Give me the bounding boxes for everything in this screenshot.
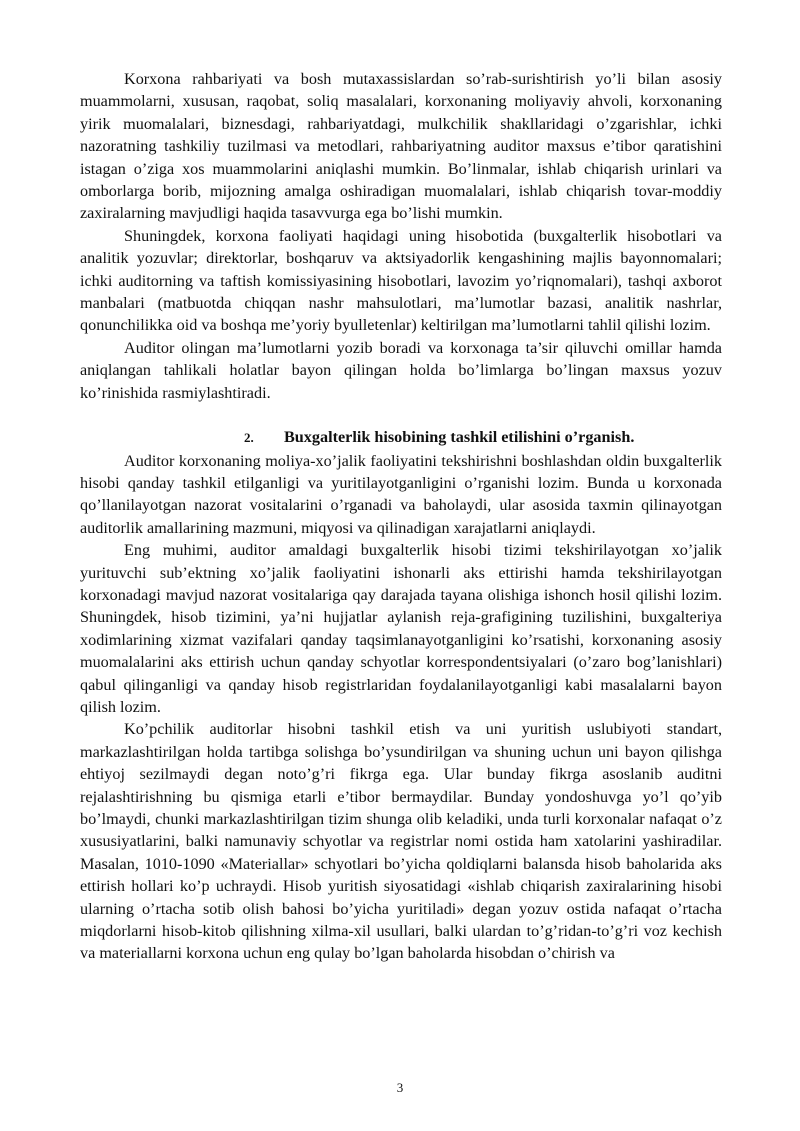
paragraph-most-important: Eng muhimi, auditor amaldagi buxgalterlik hisobi tizimi tekshirilayotgan xo’jalik yurituvchi sub’ektning xo’jalik faoliyatini ishonarli aks ettirishi hamda tekshirilayotgan korxonadagi mavjud nazorat vositalariga qay darajada tayana olishiga ishonch hosil qilishi lozim. Shuningdek, hisob tizimini, ya’ni hujjatlar aylanish reja-grafigining tuzilishini, buxgalteriya xodimlarining xizmat vazifalari qanday taqsimlanayotganligini ko’rsatishi, korxonaning asosiy muomalalarini aks ettirish uchun qanday schyotlar korrespondentsiyalari (o’zaro bog’lanishlari) qabul qilinganligi va qanday hisob registrlaridan foydalanilayotganligi kabi masalalarni bayon qilish lozim.: [80, 541, 722, 716]
paragraph-auditor-records: Auditor olingan ma’lumotlarni yozib boradi va korxonaga ta’sir qiluvchi omillar hamda aniqlangan tahlikali holatlar bayon qilingan holda bo’limlarga bo’lingan maxsus yozuv ko’rinishida rasmiylashtiradi.: [80, 338, 722, 402]
paragraph-study-accounting: Auditor korxonaning moliya-xo’jalik faoliyatini tekshirishni boshlashdan oldin buxgalterlik hisobi qanday tashkil etilganligi va yuritilayotganligini o’rganishi lozim. Bunda u korxonada qo’llanilayotgan nazorat vositalarini o’rganadi va baholaydi, ular asosida taxmin qilinayotgan auditorlik amallarining mazmuni, miqyosi va qilinadigan xarajatlarni aniqlaydi.: [80, 451, 722, 537]
paragraph-interviews: Korxona rahbariyati va bosh mutaxassislardan so’rab-surishtirish yo’li bilan asosiy muammolarni, xususan, raqobat, soliq masalalari, korxonaning moliyaviy ahvoli, korxonaning yirik muomalalari, biznesdagi, rahbariyatdagi, mulkchilik shakllaridagi o’zgarishlar, ichki nazoratning tashkiliy tuzilmasi va metodlari, rahbariyatning auditor maxsus e’tibor qaratishini istagan o’ziga xos muammolarini aniqlashi mumkin. Bo’linmalar, ishlab chiqarish urinlari va omborlarga borib, mijozning amalga oshiradigan muomalalari, ishlab chiqarish tovar-moddiy zaxiralarning mavjudligi haqida tasavvurga ega bo’lishi mumkin.: [80, 70, 722, 223]
paragraph-information-sources: Shuningdek, korxona faoliyati haqidagi uning hisobotida (buxgalterlik hisobotlari va analitik yozuvlar; direktorlar, boshqaruv va aktsiyadorlik kengashining majlis bayonnomalari; ichki auditorning va taftish komissiyasining hisobotlari, lavozim yo’riqnomalari), tashqi axborot manbalari (matbuotda chiqqan nashr mahsulotlari, ma’lumotlar bazasi, analitik nashrlar, qonunchilikka oid va boshqa me’yoriy byulletenlar) keltirilgan ma’lumotlarni tahlil qilishi lozim.: [80, 226, 722, 335]
paragraph-misconception: Ko’pchilik auditorlar hisobni tashkil etish va uni yuritish uslubiyoti standart, markazlashtirilgan holda tartibga solishga bo’ysundirilgan va shuning uchun uni bayon qilishga ehtiyoj sezilmaydi degan noto’g’ri fikrga ega. Ular bunday fikrga asoslanib auditni rejalashtirishning bu qismiga etarli e’tibor bermaydilar. Bunday yondoshuvga yo’l qo’yib bo’lmaydi, chunki markazlashtirilgan tizim shunga olib keladiki, unda turli korxonalar nafaqat o’z xususiyatlarini, balki namunaviy schyotlar va registrlar nomi ostida ham xatolarini yashiradilar. Masalan, 1010-1090 «Materiallar» schyotlari bo’yicha qoldiqlarni balansda hisob baholarida aks ettirish hollari ko’p uchraydi. Hisob yuritish siyosatidagi «ishlab chiqarish zaxiralarining hisobi ularning o’rtacha sotib olish bahosi bo’yicha yuritiladi» degan yozuv ostida nafaqat o’rtacha miqdorlarni hisob-kitob qilishning xilma-xil usullari, balki ulardan to’g’ridan-to’g’ri voz kechish va materiallarni korxona uchun eng qulay bo’lgan baholarda hisobdan o’chirish va: [80, 720, 722, 963]
page-number: 3: [396, 1080, 404, 1095]
document-page: [80, 68, 722, 965]
section-number: 2.: [244, 430, 254, 446]
section-title: Buxgalterlik hisobining tashkil etilishini o’rganish.: [284, 428, 635, 447]
section-heading: [80, 426, 722, 449]
